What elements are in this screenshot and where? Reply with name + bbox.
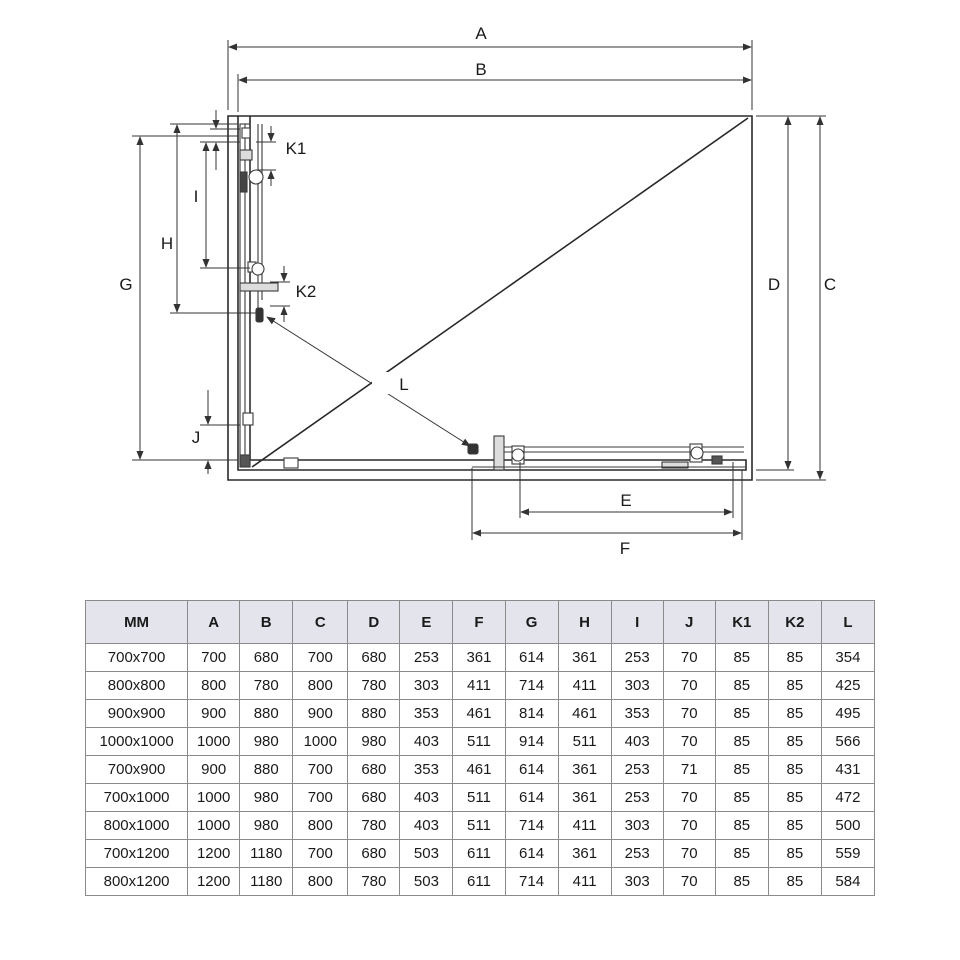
value-cell: 461 xyxy=(453,756,505,784)
value-cell: 253 xyxy=(400,644,453,672)
value-cell: 353 xyxy=(400,756,453,784)
column-header: J xyxy=(663,601,715,644)
value-cell: 900 xyxy=(188,756,240,784)
column-header: H xyxy=(558,601,611,644)
label-b: B xyxy=(475,60,487,79)
value-cell: 1000 xyxy=(188,784,240,812)
value-cell: 253 xyxy=(611,784,663,812)
value-cell: 680 xyxy=(240,644,293,672)
table-row xyxy=(86,812,875,840)
value-cell: 85 xyxy=(715,756,768,784)
sliding-door-hardware xyxy=(284,436,745,470)
table-row xyxy=(86,728,875,756)
value-cell: 403 xyxy=(400,728,453,756)
size-cell: 700x700 xyxy=(86,644,188,672)
size-cell: 700x1000 xyxy=(86,784,188,812)
value-cell: 85 xyxy=(715,868,768,896)
value-cell: 614 xyxy=(505,784,558,812)
value-cell: 353 xyxy=(400,700,453,728)
value-cell: 914 xyxy=(505,728,558,756)
value-cell: 559 xyxy=(821,840,874,868)
value-cell: 85 xyxy=(715,840,768,868)
value-cell: 1180 xyxy=(240,868,293,896)
column-header: K1 xyxy=(715,601,768,644)
label-c: C xyxy=(823,275,837,294)
table-row xyxy=(86,784,875,812)
value-cell: 70 xyxy=(663,700,715,728)
dimension-labels xyxy=(119,24,836,558)
column-header: MM xyxy=(86,601,188,644)
label-e: E xyxy=(620,491,632,510)
value-cell: 680 xyxy=(348,784,400,812)
value-cell: 85 xyxy=(715,644,768,672)
value-cell: 253 xyxy=(611,644,663,672)
value-cell: 411 xyxy=(558,672,611,700)
value-cell: 780 xyxy=(240,672,293,700)
label-g: G xyxy=(119,275,133,294)
value-cell: 511 xyxy=(453,812,505,840)
value-cell: 85 xyxy=(715,728,768,756)
value-cell: 780 xyxy=(348,812,400,840)
value-cell: 1000 xyxy=(188,728,240,756)
value-cell: 403 xyxy=(611,728,663,756)
label-h: H xyxy=(160,234,174,253)
value-cell: 85 xyxy=(768,672,821,700)
label-k2: K2 xyxy=(295,282,317,301)
size-cell: 900x900 xyxy=(86,700,188,728)
value-cell: 503 xyxy=(400,868,453,896)
column-header: G xyxy=(505,601,558,644)
column-header: I xyxy=(611,601,663,644)
value-cell: 70 xyxy=(663,672,715,700)
value-cell: 85 xyxy=(768,840,821,868)
value-cell: 85 xyxy=(768,728,821,756)
size-cell: 700x900 xyxy=(86,756,188,784)
dimensions-table xyxy=(85,600,875,896)
value-cell: 71 xyxy=(663,756,715,784)
value-cell: 880 xyxy=(348,700,400,728)
value-cell: 461 xyxy=(453,700,505,728)
value-cell: 714 xyxy=(505,812,558,840)
value-cell: 700 xyxy=(188,644,240,672)
label-d: D xyxy=(767,275,781,294)
value-cell: 614 xyxy=(505,840,558,868)
value-cell: 900 xyxy=(293,700,348,728)
table-row xyxy=(86,700,875,728)
table-header-row xyxy=(86,601,875,644)
value-cell: 411 xyxy=(453,672,505,700)
table-body xyxy=(86,644,875,896)
table-row xyxy=(86,644,875,672)
value-cell: 700 xyxy=(293,756,348,784)
value-cell: 85 xyxy=(768,700,821,728)
table-row xyxy=(86,840,875,868)
value-cell: 85 xyxy=(715,700,768,728)
value-cell: 70 xyxy=(663,728,715,756)
value-cell: 85 xyxy=(768,784,821,812)
value-cell: 611 xyxy=(453,868,505,896)
value-cell: 500 xyxy=(821,812,874,840)
value-cell: 700 xyxy=(293,644,348,672)
value-cell: 495 xyxy=(821,700,874,728)
value-cell: 303 xyxy=(400,672,453,700)
size-cell: 1000x1000 xyxy=(86,728,188,756)
size-cell: 800x1000 xyxy=(86,812,188,840)
value-cell: 85 xyxy=(715,812,768,840)
value-cell: 472 xyxy=(821,784,874,812)
value-cell: 1000 xyxy=(188,812,240,840)
value-cell: 361 xyxy=(558,840,611,868)
value-cell: 425 xyxy=(821,672,874,700)
value-cell: 680 xyxy=(348,756,400,784)
value-cell: 70 xyxy=(663,812,715,840)
value-cell: 303 xyxy=(611,812,663,840)
value-cell: 431 xyxy=(821,756,874,784)
value-cell: 411 xyxy=(558,868,611,896)
table-row xyxy=(86,756,875,784)
value-cell: 70 xyxy=(663,868,715,896)
value-cell: 880 xyxy=(240,756,293,784)
value-cell: 461 xyxy=(558,700,611,728)
value-cell: 85 xyxy=(715,672,768,700)
value-cell: 800 xyxy=(293,812,348,840)
value-cell: 411 xyxy=(558,812,611,840)
value-cell: 700 xyxy=(293,784,348,812)
value-cell: 361 xyxy=(558,784,611,812)
value-cell: 511 xyxy=(558,728,611,756)
label-f: F xyxy=(619,539,631,558)
column-header: B xyxy=(240,601,293,644)
value-cell: 900 xyxy=(188,700,240,728)
value-cell: 800 xyxy=(293,868,348,896)
table-row xyxy=(86,672,875,700)
value-cell: 980 xyxy=(240,784,293,812)
size-cell: 800x800 xyxy=(86,672,188,700)
value-cell: 1200 xyxy=(188,840,240,868)
value-cell: 70 xyxy=(663,784,715,812)
column-header: C xyxy=(293,601,348,644)
left-door-hardware xyxy=(240,124,278,467)
value-cell: 780 xyxy=(348,868,400,896)
column-header: K2 xyxy=(768,601,821,644)
value-cell: 253 xyxy=(611,756,663,784)
column-header: A xyxy=(188,601,240,644)
value-cell: 780 xyxy=(348,672,400,700)
value-cell: 85 xyxy=(715,784,768,812)
value-cell: 85 xyxy=(768,756,821,784)
value-cell: 714 xyxy=(505,868,558,896)
value-cell: 85 xyxy=(768,868,821,896)
value-cell: 611 xyxy=(453,840,505,868)
size-cell: 700x1200 xyxy=(86,840,188,868)
label-j: J xyxy=(191,428,201,447)
value-cell: 70 xyxy=(663,840,715,868)
value-cell: 403 xyxy=(400,784,453,812)
value-cell: 503 xyxy=(400,840,453,868)
value-cell: 714 xyxy=(505,672,558,700)
value-cell: 680 xyxy=(348,644,400,672)
value-cell: 566 xyxy=(821,728,874,756)
value-cell: 511 xyxy=(453,784,505,812)
value-cell: 303 xyxy=(611,672,663,700)
value-cell: 584 xyxy=(821,868,874,896)
value-cell: 614 xyxy=(505,644,558,672)
value-cell: 1000 xyxy=(293,728,348,756)
value-cell: 800 xyxy=(188,672,240,700)
value-cell: 85 xyxy=(768,812,821,840)
value-cell: 880 xyxy=(240,700,293,728)
value-cell: 980 xyxy=(240,728,293,756)
table-row xyxy=(86,868,875,896)
value-cell: 614 xyxy=(505,756,558,784)
value-cell: 980 xyxy=(348,728,400,756)
value-cell: 1180 xyxy=(240,840,293,868)
value-cell: 680 xyxy=(348,840,400,868)
label-a: A xyxy=(475,24,487,43)
value-cell: 511 xyxy=(453,728,505,756)
value-cell: 354 xyxy=(821,644,874,672)
value-cell: 361 xyxy=(558,756,611,784)
value-cell: 303 xyxy=(611,868,663,896)
column-header: D xyxy=(348,601,400,644)
value-cell: 700 xyxy=(293,840,348,868)
value-cell: 980 xyxy=(240,812,293,840)
value-cell: 800 xyxy=(293,672,348,700)
value-cell: 85 xyxy=(768,644,821,672)
value-cell: 1200 xyxy=(188,868,240,896)
column-header: L xyxy=(821,601,874,644)
value-cell: 353 xyxy=(611,700,663,728)
label-i: I xyxy=(193,187,199,206)
value-cell: 403 xyxy=(400,812,453,840)
value-cell: 361 xyxy=(558,644,611,672)
value-cell: 253 xyxy=(611,840,663,868)
size-cell: 800x1200 xyxy=(86,868,188,896)
value-cell: 70 xyxy=(663,644,715,672)
column-header: E xyxy=(400,601,453,644)
value-cell: 814 xyxy=(505,700,558,728)
label-k1: K1 xyxy=(285,139,307,158)
value-cell: 361 xyxy=(453,644,505,672)
dimension-lines xyxy=(132,40,826,540)
label-l: L xyxy=(399,375,409,394)
column-header: F xyxy=(453,601,505,644)
